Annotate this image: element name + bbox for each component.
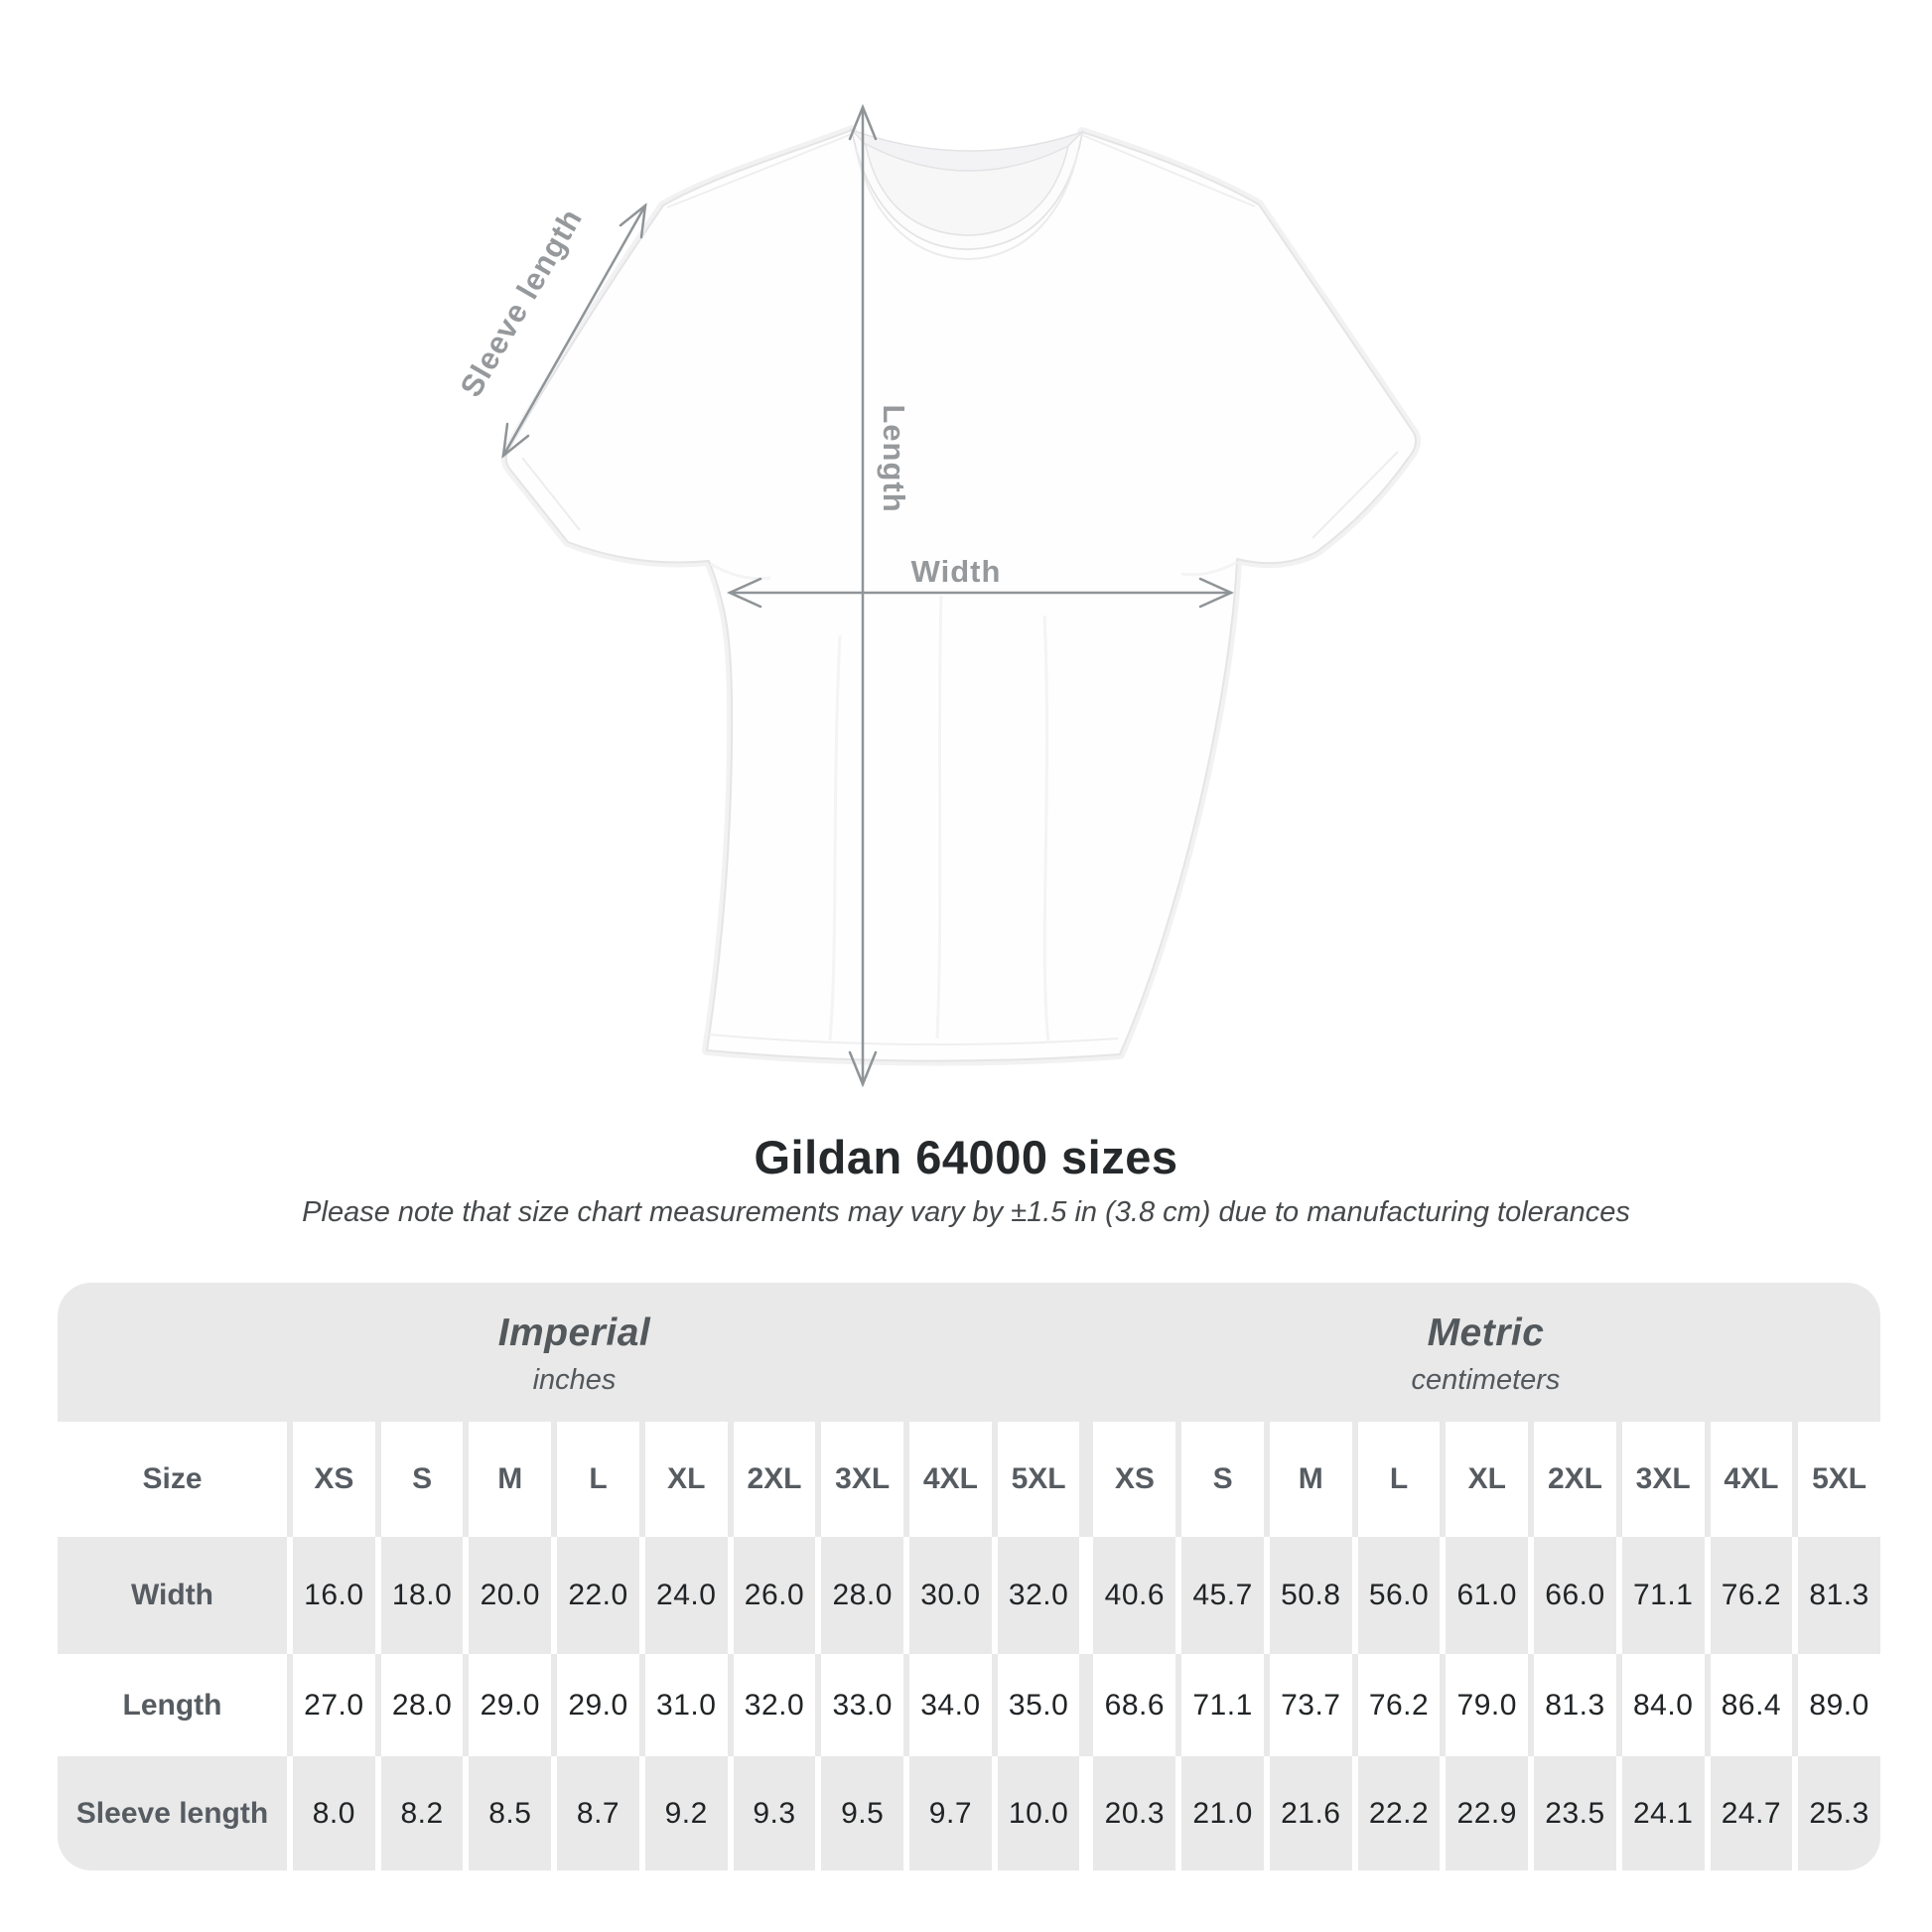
size-column-header: M — [469, 1422, 551, 1537]
value-cell: 89.0 — [1798, 1654, 1880, 1756]
tshirt-body — [506, 130, 1416, 1061]
unit-group-divider — [1085, 1537, 1087, 1654]
value-cell: 81.3 — [1534, 1654, 1616, 1756]
size-column-header: 2XL — [734, 1422, 816, 1537]
value-cell: 21.6 — [1270, 1756, 1352, 1870]
width-annotation: Width — [910, 554, 1002, 589]
value-cell: 20.0 — [469, 1537, 551, 1654]
value-cell: 56.0 — [1358, 1537, 1441, 1654]
sleeve-length-annotation: Sleeve length — [453, 202, 590, 403]
value-cell: 34.0 — [909, 1654, 992, 1756]
size-column-header: 5XL — [998, 1422, 1080, 1537]
value-cell: 71.1 — [1622, 1537, 1705, 1654]
size-column-header: 4XL — [1711, 1422, 1793, 1537]
value-cell: 8.2 — [381, 1756, 464, 1870]
size-column-header: 5XL — [1798, 1422, 1880, 1537]
value-cell: 8.5 — [469, 1756, 551, 1870]
value-cell: 29.0 — [557, 1654, 639, 1756]
measurement-row — [58, 1756, 1880, 1870]
value-cell: 20.3 — [1093, 1756, 1175, 1870]
size-column-header: L — [1358, 1422, 1441, 1537]
page-subtitle: Please note that size chart measurements may vary by ±1.5 in (3.8 cm) due to manufacturing tolerances — [302, 1196, 1630, 1228]
value-cell: 9.7 — [909, 1756, 992, 1870]
row-label: Length — [58, 1654, 287, 1756]
size-column-header: XS — [293, 1422, 375, 1537]
value-cell: 22.9 — [1446, 1756, 1528, 1870]
value-cell: 28.0 — [821, 1537, 903, 1654]
value-cell: 26.0 — [734, 1537, 816, 1654]
metric-title: Metric — [1427, 1311, 1545, 1354]
value-cell: 68.6 — [1093, 1654, 1175, 1756]
value-cell: 86.4 — [1711, 1654, 1793, 1756]
value-cell: 81.3 — [1798, 1537, 1880, 1654]
unit-group-divider — [1085, 1756, 1087, 1870]
value-cell: 40.6 — [1093, 1537, 1175, 1654]
value-cell: 27.0 — [293, 1654, 375, 1756]
size-column-header: XL — [1446, 1422, 1528, 1537]
unit-band — [58, 1283, 1880, 1422]
value-cell: 29.0 — [469, 1654, 551, 1756]
imperial-unit-group — [58, 1283, 1091, 1422]
measurement-row — [58, 1537, 1880, 1654]
value-cell: 24.0 — [645, 1537, 728, 1654]
row-label: Width — [58, 1537, 287, 1654]
size-table-rows — [58, 1422, 1880, 1870]
value-cell: 25.3 — [1798, 1756, 1880, 1870]
value-cell: 79.0 — [1446, 1654, 1528, 1756]
value-cell: 8.7 — [557, 1756, 639, 1870]
value-cell: 9.3 — [734, 1756, 816, 1870]
size-column-header: XL — [645, 1422, 728, 1537]
size-column-header: XS — [1093, 1422, 1175, 1537]
value-cell: 9.5 — [821, 1756, 903, 1870]
size-column-header: 3XL — [1622, 1422, 1705, 1537]
value-cell: 24.7 — [1711, 1756, 1793, 1870]
value-cell: 24.1 — [1622, 1756, 1705, 1870]
value-cell: 22.2 — [1358, 1756, 1441, 1870]
value-cell: 21.0 — [1181, 1756, 1264, 1870]
value-cell: 76.2 — [1358, 1654, 1441, 1756]
value-cell: 45.7 — [1181, 1537, 1264, 1654]
value-cell: 32.0 — [734, 1654, 816, 1756]
page-title: Gildan 64000 sizes — [754, 1131, 1178, 1183]
row-label: Size — [58, 1422, 287, 1537]
size-table — [58, 1283, 1880, 1870]
unit-group-divider — [1085, 1654, 1087, 1756]
size-column-header: M — [1270, 1422, 1352, 1537]
value-cell: 30.0 — [909, 1537, 992, 1654]
value-cell: 10.0 — [998, 1756, 1080, 1870]
value-cell: 9.2 — [645, 1756, 728, 1870]
value-cell: 31.0 — [645, 1654, 728, 1756]
metric-subtitle: centimeters — [1411, 1364, 1561, 1396]
value-cell: 66.0 — [1534, 1537, 1616, 1654]
row-label: Sleeve length — [58, 1756, 287, 1870]
size-column-header: 4XL — [909, 1422, 992, 1537]
imperial-title: Imperial — [497, 1311, 651, 1354]
value-cell: 33.0 — [821, 1654, 903, 1756]
imperial-subtitle: inches — [532, 1364, 617, 1396]
value-cell: 61.0 — [1446, 1537, 1528, 1654]
size-column-header: S — [1181, 1422, 1264, 1537]
value-cell: 35.0 — [998, 1654, 1080, 1756]
size-column-header: L — [557, 1422, 639, 1537]
length-annotation: Length — [877, 404, 911, 513]
value-cell: 23.5 — [1534, 1756, 1616, 1870]
value-cell: 50.8 — [1270, 1537, 1352, 1654]
size-column-header: 3XL — [821, 1422, 903, 1537]
metric-unit-group — [1091, 1283, 1880, 1422]
size-column-header: S — [381, 1422, 464, 1537]
value-cell: 28.0 — [381, 1654, 464, 1756]
value-cell: 22.0 — [557, 1537, 639, 1654]
value-cell: 73.7 — [1270, 1654, 1352, 1756]
measurement-row — [58, 1654, 1880, 1756]
size-column-header: 2XL — [1534, 1422, 1616, 1537]
value-cell: 18.0 — [381, 1537, 464, 1654]
value-cell: 32.0 — [998, 1537, 1080, 1654]
value-cell: 16.0 — [293, 1537, 375, 1654]
value-cell: 71.1 — [1181, 1654, 1264, 1756]
value-cell: 8.0 — [293, 1756, 375, 1870]
unit-group-divider — [1085, 1422, 1087, 1537]
value-cell: 76.2 — [1711, 1537, 1793, 1654]
value-cell: 84.0 — [1622, 1654, 1705, 1756]
size-header-row — [58, 1422, 1880, 1537]
